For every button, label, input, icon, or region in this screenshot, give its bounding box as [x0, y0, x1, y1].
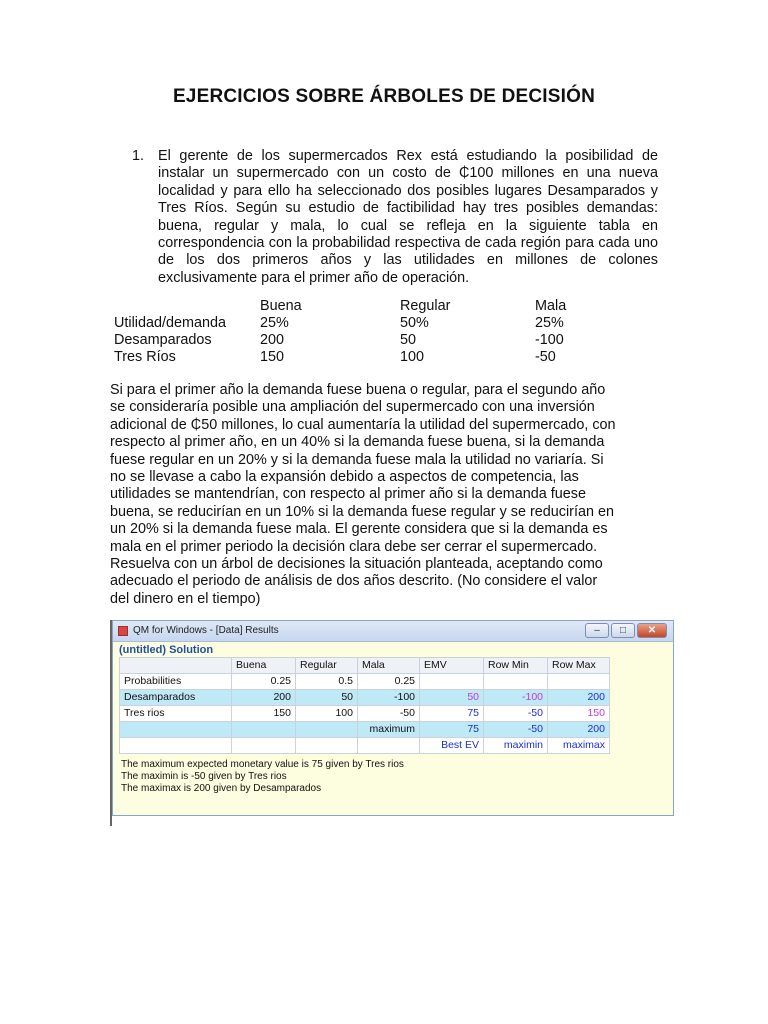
maximize-button[interactable]: □ — [611, 623, 635, 638]
header-cell: Buena — [260, 298, 302, 314]
paragraph-line: adecuado el periodo de análisis de dos años descrito. (No considere el valor — [110, 573, 598, 590]
grid-cell[interactable] — [296, 738, 358, 754]
item-number: 1. — [132, 148, 145, 164]
grid-cell[interactable]: -50 — [358, 706, 420, 722]
grid-cell[interactable]: Tres rios — [120, 706, 232, 722]
paragraph-line: del dinero en el tiempo) — [110, 590, 261, 607]
results-messages — [121, 759, 404, 795]
grid-cell[interactable]: -50 — [484, 706, 548, 722]
minimize-button[interactable]: – — [585, 623, 609, 638]
message-line: The maximum expected monetary value is 75 given by Tres rios — [121, 759, 404, 770]
paragraph-line: respecto al primer año, en un 40% si la demanda fuese buena, si la demanda — [110, 434, 605, 451]
grid-cell[interactable]: Best EV — [420, 738, 484, 754]
header-cell — [114, 298, 260, 315]
grid-cell[interactable]: 75 — [420, 706, 484, 722]
grid-cell[interactable] — [296, 722, 358, 738]
table-cell: -100 — [535, 332, 564, 348]
grid-cell[interactable]: -100 — [484, 690, 548, 706]
grid-header-cell — [120, 658, 232, 674]
solution-title: (untitled) Solution — [119, 644, 214, 656]
grid-row-tres-rios[interactable] — [120, 706, 610, 722]
grid-cell[interactable] — [548, 674, 610, 690]
grid-cell[interactable] — [232, 738, 296, 754]
grid-header-cell: Regular — [296, 658, 358, 674]
table-cell: 100 — [400, 349, 425, 365]
grid-cell[interactable]: 0.25 — [358, 674, 420, 690]
exercise-item-1 — [132, 148, 658, 287]
demand-table — [114, 298, 615, 366]
grid-cell[interactable]: 200 — [232, 690, 296, 706]
grid-header-cell: EMV — [420, 658, 484, 674]
grid-header-cell: Row Min — [484, 658, 548, 674]
grid-cell[interactable]: maximin — [484, 738, 548, 754]
paragraph-line: utilidades se mantendrían, con respecto al primer año si la demanda fuese — [110, 486, 586, 503]
table-cell: 50 — [400, 332, 417, 348]
paragraph-line: mala en el primer periodo la decisión clara debe ser cerrar el supermercado. — [110, 538, 598, 555]
grid-header-cell: Row Max — [548, 658, 610, 674]
grid-header-cell: Mala — [358, 658, 420, 674]
table-row — [114, 332, 615, 349]
grid-cell[interactable]: maximum — [358, 722, 420, 738]
grid-header-row — [120, 658, 610, 674]
grid-cell[interactable] — [120, 738, 232, 754]
grid-cell[interactable]: 50 — [296, 690, 358, 706]
grid-cell[interactable]: maximax — [548, 738, 610, 754]
grid-cell[interactable] — [120, 722, 232, 738]
grid-cell[interactable]: 150 — [232, 706, 296, 722]
paragraph-line: Si para el primer año la demanda fuese buena o regular, para el segundo año — [110, 382, 606, 398]
app-icon — [118, 626, 128, 636]
table-row — [114, 315, 615, 332]
table-cell: Desamparados — [114, 332, 212, 348]
paragraph-line: un 20% si la demanda fuese mala. El gerente considera que si la demanda es — [110, 521, 608, 538]
grid-cell[interactable] — [358, 738, 420, 754]
window-controls — [585, 623, 667, 638]
grid-cell[interactable]: -50 — [484, 722, 548, 738]
paragraph-line: adicional de ₵50 millones, lo cual aumentaría la utilidad del supermercado, con — [110, 416, 616, 433]
grid-cell[interactable] — [420, 674, 484, 690]
grid-cell[interactable] — [232, 722, 296, 738]
grid-header-cell: Buena — [232, 658, 296, 674]
grid-row-criteria[interactable] — [120, 738, 610, 754]
table-cell: Utilidad/demanda — [114, 315, 226, 331]
message-line: The maximax is 200 given by Desamparados — [121, 783, 322, 794]
grid-cell[interactable]: Desamparados — [120, 690, 232, 706]
grid-cell[interactable]: 150 — [548, 706, 610, 722]
paragraph-line: Resuelva con un árbol de decisiones la situación planteada, aceptando como — [110, 556, 603, 573]
item-text: El gerente de los supermercados Rex está estudiando la posibilidad de instalar un supermercado con un costo de ₵100 millones en una nueva localidad y para ello ha seleccionado dos posibles lugares Desamparados y Tres Ríos. Según su estudio de factibilidad hay tres posibles demandas: buena, regular y mala, lo cual se refleja en la siguiente tabla en correspondencia con la probabilidad respectiva de cada región para cada uno de los dos primeros años y las utilidades en millones de colones exclusivamente para el primer año de operación. — [158, 148, 658, 286]
grid-row-desamparados[interactable] — [120, 690, 610, 706]
demand-table-header — [114, 298, 615, 315]
grid-row-maximum[interactable] — [120, 722, 610, 738]
paragraph-line: se consideraría posible una ampliación del supermercado con una inversión — [110, 399, 595, 416]
grid-cell[interactable]: -100 — [358, 690, 420, 706]
window-titlebar[interactable] — [113, 621, 673, 642]
table-cell: 50% — [400, 315, 429, 331]
results-grid[interactable] — [119, 657, 610, 754]
table-cell: -50 — [535, 349, 556, 365]
table-cell: 25% — [535, 315, 564, 331]
qm-results-window — [112, 620, 674, 816]
grid-cell[interactable] — [484, 674, 548, 690]
grid-cell[interactable]: 0.5 — [296, 674, 358, 690]
problem-paragraph — [110, 382, 658, 608]
grid-cell[interactable]: 100 — [296, 706, 358, 722]
table-row — [114, 349, 615, 366]
grid-cell[interactable]: 75 — [420, 722, 484, 738]
grid-cell[interactable]: 50 — [420, 690, 484, 706]
grid-cell[interactable]: Probabilities — [120, 674, 232, 690]
paragraph-line: no se llevase a cabo la expansión debido a aspectos de competencia, las — [110, 469, 579, 486]
grid-cell[interactable]: 0.25 — [232, 674, 296, 690]
grid-cell[interactable]: 200 — [548, 722, 610, 738]
header-cell: Mala — [535, 298, 567, 314]
grid-cell[interactable]: 200 — [548, 690, 610, 706]
close-button[interactable]: ✕ — [637, 623, 667, 638]
paragraph-line: buena, se reducirían en un 10% si la demanda fuese regular y se reducirían en — [110, 503, 614, 520]
message-line: The maximin is -50 given by Tres rios — [121, 771, 287, 782]
table-cell: 200 — [260, 332, 285, 348]
table-cell: 150 — [260, 349, 285, 365]
header-cell: Regular — [400, 298, 451, 314]
document-title: EJERCICIOS SOBRE ÁRBOLES DE DECISIÓN — [172, 86, 596, 107]
grid-row-probabilities[interactable] — [120, 674, 610, 690]
table-cell: Tres Ríos — [114, 349, 176, 365]
window-title: QM for Windows - [Data] Results — [133, 625, 279, 636]
table-cell: 25% — [260, 315, 289, 331]
paragraph-line: fuese regular en un 20% y si la demanda fuese mala la utilidad no variaría. Si — [110, 451, 604, 468]
